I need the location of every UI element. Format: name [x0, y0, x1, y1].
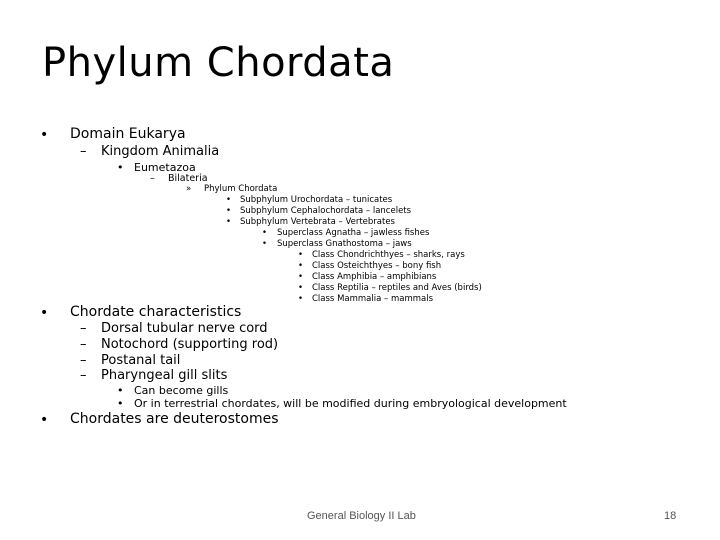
gill-note: Can become gills [134, 384, 229, 397]
characteristics-heading: Chordate characteristics [70, 304, 242, 320]
dash: – [80, 368, 87, 383]
outline-subphylum: Subphylum Vertebrata – Vertebrates [240, 217, 395, 227]
deuterostomes-point: Chordates are deuterostomes [70, 411, 279, 427]
gill-note: Or in terrestrial chordates, will be modified during embryological development [134, 397, 567, 410]
outline-kingdom: Kingdom Animalia [101, 144, 220, 159]
outline-class: Class Mammalia – mammals [312, 294, 434, 304]
dash: – [150, 173, 155, 184]
chevron: » [186, 184, 192, 194]
bullet: • [298, 294, 304, 304]
page-number: 18 [664, 510, 677, 522]
bullet: • [226, 206, 232, 216]
characteristic-item: Pharyngeal gill slits [101, 368, 228, 383]
outline-superclass: Superclass Agnatha – jawless fishes [277, 228, 430, 238]
bullet: • [226, 195, 232, 205]
characteristic-item: Dorsal tubular nerve cord [101, 321, 268, 336]
outline-superclass: Superclass Gnathostoma – jaws [277, 239, 412, 249]
outline-class: Class Osteichthyes – bony fish [312, 261, 442, 271]
characteristic-item: Notochord (supporting rod) [101, 337, 279, 352]
dash: – [80, 144, 87, 159]
bullet: • [40, 127, 49, 143]
characteristic-item: Postanal tail [101, 353, 181, 368]
dash: – [80, 353, 87, 368]
outline-class: Class Chondrichthyes – sharks, rays [312, 250, 465, 260]
dash: – [80, 321, 87, 336]
bullet: • [117, 397, 124, 410]
outline-subphylum: Subphylum Cephalochordata – lancelets [240, 206, 412, 216]
bullet: • [262, 228, 268, 238]
bullet: • [262, 239, 268, 249]
bullet: • [117, 384, 124, 397]
dash: – [80, 337, 87, 352]
bullet: • [298, 250, 304, 260]
bullet: • [298, 272, 304, 282]
outline-phylum: Phylum Chordata [204, 184, 278, 194]
outline-class: Class Reptilia – reptiles and Aves (birds) [312, 283, 482, 293]
outline-subphylum: Subphylum Urochordata – tunicates [240, 195, 393, 205]
slide-title: Phylum Chordata [42, 40, 395, 86]
bullet: • [117, 161, 124, 174]
footer-course: General Biology II Lab [307, 510, 416, 522]
bullet: • [40, 305, 49, 321]
outline-eumetazoa: Eumetazoa [134, 161, 196, 174]
bullet: • [298, 283, 304, 293]
outline-domain: Domain Eukarya [70, 126, 186, 142]
outline-class: Class Amphibia – amphibians [312, 272, 437, 282]
bullet: • [226, 217, 232, 227]
outline-bilateria: Bilateria [168, 173, 208, 184]
bullet: • [298, 261, 304, 271]
bullet: • [40, 412, 49, 428]
